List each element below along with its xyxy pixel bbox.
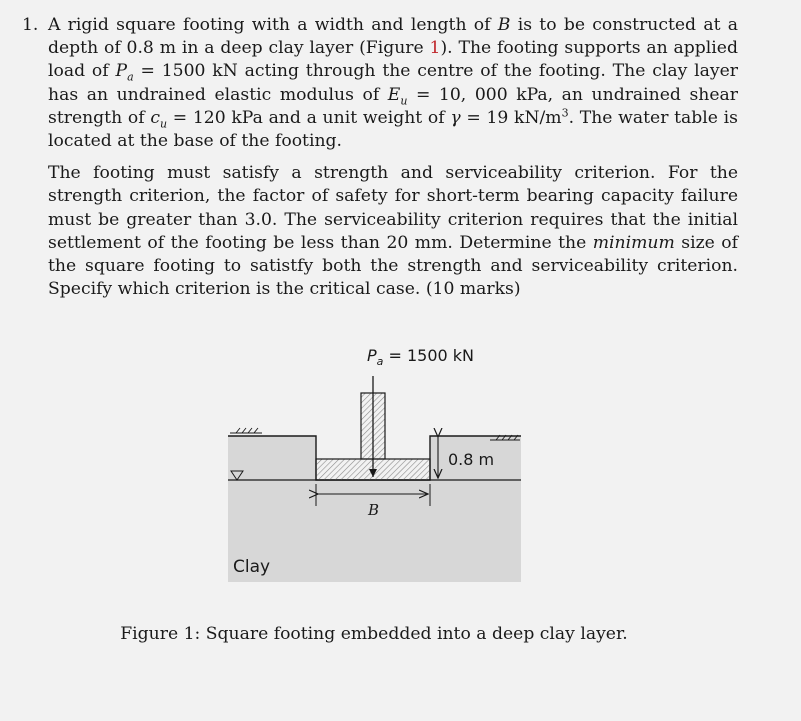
width-label: B [368,501,380,519]
ground-hatch-left-icon [230,428,262,433]
problem-paragraph-2: The footing must satisfy a strength and serviceability criterion. For the strength criterion, the factor of safety for short-term bearing capacity failure must be greater than 3.0. The serviceability criterion requires that the initial settlement of the footing be less than 20 mm. Determine the minimum size of the square footing to satistfy both the strength and serviceability criterion. Specify which criterion is the critical case. (10 marks) [48,163,738,300]
problem-paragraph-1: A rigid square footing with a width and length of B is to be constructed at a depth of 0.8 m in a deep clay layer (Figure 1). The footing supports an applied load of $P_a = 1500$ kN acting through the centre of the footing. The clay layer has an undrained elastic modulus of $E_u = 10$, 000 kPa, an undrained shear strength of $c_u = 120$ kPa and a unit weight of γ = 19 $kN/m^3$. The water table is located at the base of the footing. [48,15,738,152]
figure-caption: Figure 1: Square footing embedded into a deep clay layer. [120,624,628,644]
depth-label: 0.8 m [448,450,495,469]
clay-label: Clay [233,557,271,577]
figure-reference-link[interactable]: 1 [429,38,441,59]
load-label: $P_a = 1500$ kN [367,346,475,368]
problem-number: 1. [22,15,39,35]
